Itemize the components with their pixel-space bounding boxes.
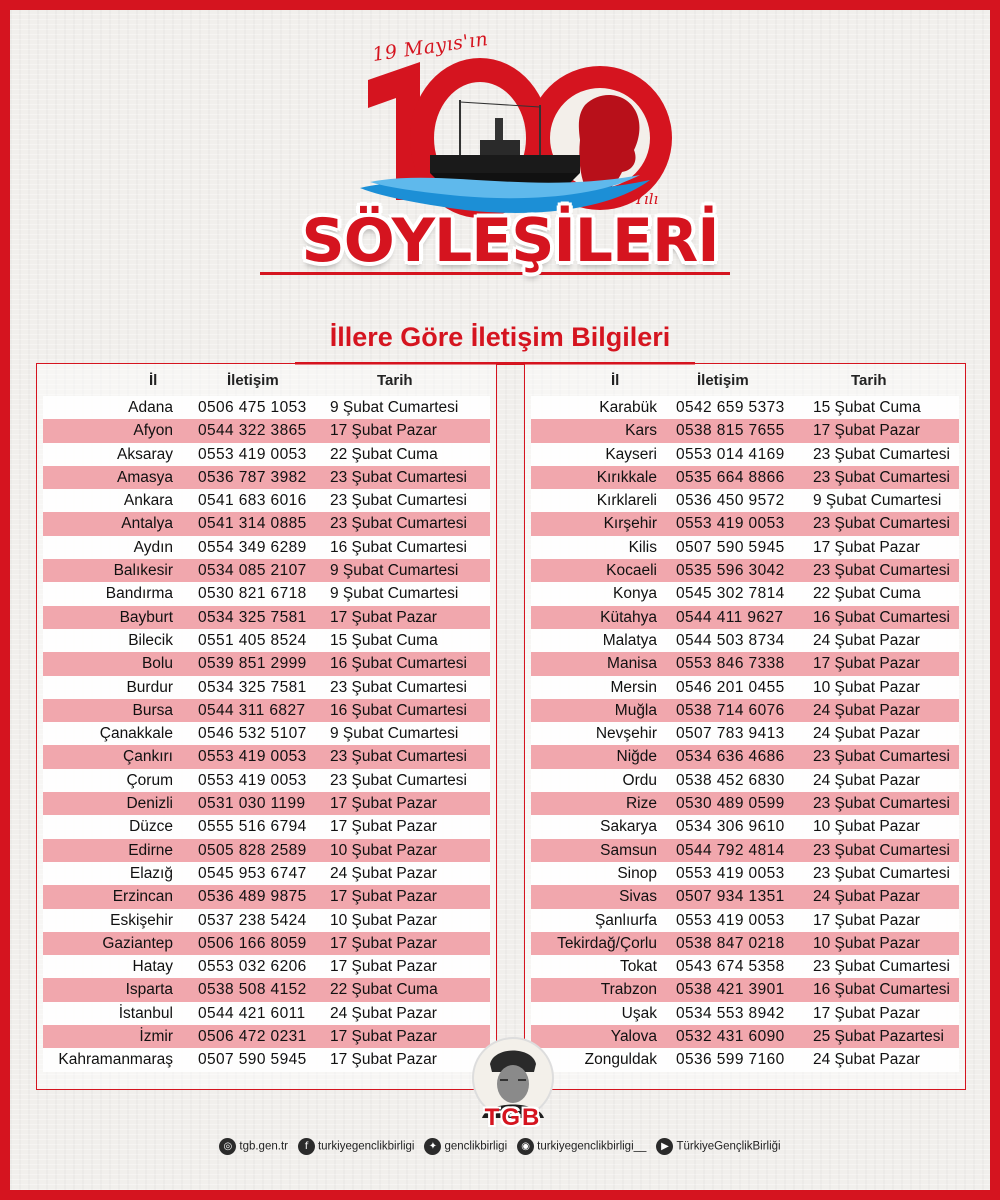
social-label: turkiyegenclikbirligi__ [537, 1140, 647, 1153]
phone-cell: 0537 238 5424 [198, 911, 307, 929]
table-row [43, 676, 490, 699]
date-cell: 22 Şubat Cuma [330, 445, 438, 463]
phone-cell: 0553 032 6206 [198, 958, 307, 976]
table-row [531, 932, 959, 955]
globe-icon: ◎ [219, 1138, 236, 1155]
phone-cell: 0507 590 5945 [676, 538, 785, 556]
table-row [531, 582, 959, 605]
city-cell: Sakarya [600, 818, 657, 836]
table-row [43, 629, 490, 652]
date-cell: 17 Şubat Pazar [330, 1051, 437, 1069]
social-label: turkiyegenclikbirligi [317, 1140, 415, 1153]
facebook-icon: f [298, 1138, 315, 1155]
table-row [531, 443, 959, 466]
event-logo [10, 10, 990, 310]
date-cell: 23 Şubat Cumartesi [813, 562, 950, 580]
city-cell: Aksaray [117, 445, 173, 463]
phone-cell: 0530 489 0599 [676, 795, 785, 813]
table-row [43, 815, 490, 838]
date-cell: 24 Şubat Pazar [813, 701, 920, 719]
city-cell: Denizli [126, 795, 173, 813]
city-cell: Samsun [600, 841, 657, 859]
phone-cell: 0553 419 0053 [676, 911, 785, 929]
phone-cell: 0538 714 6076 [676, 701, 785, 719]
header-il: İl [149, 372, 158, 389]
date-cell: 10 Şubat Pazar [813, 934, 920, 952]
date-cell: 15 Şubat Cuma [330, 631, 438, 649]
phone-cell: 0553 014 4169 [676, 445, 785, 463]
city-cell: Muğla [614, 701, 657, 719]
date-cell: 23 Şubat Cumartesi [813, 864, 950, 882]
table-row [43, 909, 490, 932]
city-cell: Gaziantep [102, 934, 173, 952]
date-cell: 17 Şubat Pazar [330, 934, 437, 952]
table-row [43, 512, 490, 535]
city-cell: Sivas [619, 888, 657, 906]
table-row [531, 629, 959, 652]
table-row [531, 419, 959, 442]
table-row [531, 699, 959, 722]
date-cell: 10 Şubat Pazar [330, 911, 437, 929]
phone-cell: 0541 683 6016 [198, 492, 307, 510]
date-cell: 9 Şubat Cumartesi [330, 725, 459, 743]
table-row [531, 676, 959, 699]
date-cell: 23 Şubat Cumartesi [813, 515, 950, 533]
phone-cell: 0507 783 9413 [676, 725, 785, 743]
social-link[interactable] [298, 1138, 415, 1155]
table-row [43, 1002, 490, 1025]
city-cell: Balıkesir [113, 562, 173, 580]
city-cell: Aydın [133, 538, 173, 556]
phone-cell: 0555 516 6794 [198, 818, 307, 836]
phone-cell: 0534 325 7581 [198, 678, 307, 696]
city-cell: Yalova [610, 1028, 657, 1046]
city-cell: Kahramanmaraş [58, 1051, 173, 1069]
poster [10, 10, 990, 1190]
table-row [531, 606, 959, 629]
date-cell: 17 Şubat Pazar [330, 795, 437, 813]
city-cell: Kırıkkale [596, 468, 657, 486]
date-cell: 24 Şubat Pazar [330, 864, 437, 882]
date-cell: 17 Şubat Pazar [813, 422, 920, 440]
date-cell: 23 Şubat Cumartesi [813, 748, 950, 766]
city-cell: Bursa [132, 701, 173, 719]
table-row [531, 722, 959, 745]
date-cell: 23 Şubat Cumartesi [813, 958, 950, 976]
phone-cell: 0544 792 4814 [676, 841, 785, 859]
phone-cell: 0535 664 8866 [676, 468, 785, 486]
phone-cell: 0534 306 9610 [676, 818, 785, 836]
table-row [43, 606, 490, 629]
date-cell: 16 Şubat Cumartesi [813, 981, 950, 999]
phone-cell: 0553 419 0053 [198, 748, 307, 766]
city-cell: Bandırma [105, 585, 173, 603]
city-cell: Afyon [133, 422, 173, 440]
social-link[interactable] [656, 1138, 780, 1155]
table-row [531, 489, 959, 512]
city-cell: Kırşehir [603, 515, 657, 533]
date-cell: 17 Şubat Pazar [813, 1004, 920, 1022]
date-cell: 23 Şubat Cumartesi [813, 445, 950, 463]
city-cell: İstanbul [118, 1004, 173, 1022]
table-row [531, 536, 959, 559]
social-link[interactable] [517, 1138, 646, 1155]
phone-cell: 0541 314 0885 [198, 515, 307, 533]
logo-title: SÖYLEŞİLERİ [301, 206, 719, 276]
city-cell: Tokat [619, 958, 657, 976]
date-cell: 16 Şubat Cumartesi [330, 538, 467, 556]
table-row [531, 885, 959, 908]
table-row [531, 559, 959, 582]
city-cell: Ordu [622, 771, 657, 789]
phone-cell: 0536 599 7160 [676, 1051, 785, 1069]
date-cell: 16 Şubat Cumartesi [330, 655, 467, 673]
phone-cell: 0507 590 5945 [198, 1051, 307, 1069]
emblem-text: TGB [484, 1104, 542, 1131]
city-cell: Şanlıurfa [594, 911, 657, 929]
city-cell: Sinop [617, 864, 657, 882]
table-row [43, 582, 490, 605]
date-cell: 22 Şubat Cuma [330, 981, 438, 999]
date-cell: 17 Şubat Pazar [330, 958, 437, 976]
city-cell: Konya [613, 585, 657, 603]
city-cell: Hatay [132, 958, 173, 976]
date-cell: 17 Şubat Pazar [330, 608, 437, 626]
date-cell: 9 Şubat Cumartesi [813, 492, 942, 510]
tgb-emblem [470, 1036, 556, 1132]
phone-cell: 0538 847 0218 [676, 934, 785, 952]
phone-cell: 0507 934 1351 [676, 888, 785, 906]
date-cell: 16 Şubat Cumartesi [813, 608, 950, 626]
city-cell: Kilis [628, 538, 657, 556]
phone-cell: 0538 452 6830 [676, 771, 785, 789]
date-cell: 9 Şubat Cumartesi [330, 562, 459, 580]
table-row [43, 862, 490, 885]
city-cell: Çanakkale [99, 725, 173, 743]
city-cell: Ankara [123, 492, 173, 510]
table-row [531, 1002, 959, 1025]
phone-cell: 0536 489 9875 [198, 888, 307, 906]
phone-cell: 0538 421 3901 [676, 981, 785, 999]
table-row [43, 1048, 490, 1071]
phone-cell: 0544 322 3865 [198, 422, 307, 440]
youtube-icon: ▶ [656, 1138, 673, 1155]
table-row [43, 559, 490, 582]
social-footer [10, 1138, 990, 1164]
social-label: TürkiyeGençlikBirliği [676, 1140, 781, 1153]
date-cell: 17 Şubat Pazar [813, 538, 920, 556]
date-cell: 24 Şubat Pazar [813, 771, 920, 789]
table-row [531, 1025, 959, 1048]
city-cell: Malatya [602, 631, 657, 649]
city-cell: Mersin [610, 678, 657, 696]
city-cell: Trabzon [600, 981, 657, 999]
city-cell: Tekirdağ/Çorlu [557, 934, 657, 952]
table-row [531, 745, 959, 768]
phone-cell: 0536 787 3982 [198, 468, 307, 486]
page-subtitle: İllere Göre İletişim Bilgileri [329, 322, 671, 352]
city-cell: Çorum [126, 771, 173, 789]
city-cell: Kırklareli [596, 492, 657, 510]
table-row [531, 769, 959, 792]
phone-cell: 0535 596 3042 [676, 562, 785, 580]
phone-cell: 0546 532 5107 [198, 725, 307, 743]
city-cell: Bolu [141, 655, 173, 673]
city-cell: Kayseri [605, 445, 657, 463]
table-row [43, 466, 490, 489]
table-row [531, 839, 959, 862]
city-cell: Zonguldak [584, 1051, 657, 1069]
city-cell: Adana [128, 399, 173, 416]
date-cell: 23 Şubat Cumartesi [330, 468, 467, 486]
table-row [43, 419, 490, 442]
phone-cell: 0506 475 1053 [198, 399, 307, 416]
table-row [43, 536, 490, 559]
table-row [43, 652, 490, 675]
date-cell: 15 Şubat Cuma [813, 399, 921, 416]
date-cell: 17 Şubat Pazar [813, 911, 920, 929]
phone-cell: 0545 953 6747 [198, 864, 307, 882]
date-cell: 23 Şubat Cumartesi [330, 771, 467, 789]
date-cell: 10 Şubat Pazar [813, 678, 920, 696]
logo-script-top: 19 Mayıs'ın [371, 27, 490, 67]
phone-cell: 0534 325 7581 [198, 608, 307, 626]
date-cell: 16 Şubat Cumartesi [330, 701, 467, 719]
city-cell: Niğde [616, 748, 657, 766]
date-cell: 23 Şubat Cumartesi [813, 841, 950, 859]
phone-cell: 0531 030 1199 [198, 795, 306, 813]
city-cell: Nevşehir [595, 725, 657, 743]
phone-cell: 0553 419 0053 [676, 515, 785, 533]
date-cell: 22 Şubat Cuma [813, 585, 921, 603]
city-cell: Bilecik [128, 631, 173, 649]
date-cell: 24 Şubat Pazar [330, 1004, 437, 1022]
phone-cell: 0539 851 2999 [198, 655, 307, 673]
city-cell: Burdur [126, 678, 173, 696]
phone-cell: 0545 302 7814 [676, 585, 785, 603]
table-header [37, 364, 496, 396]
date-cell: 23 Şubat Cumartesi [330, 748, 467, 766]
city-cell: İzmir [139, 1028, 173, 1046]
table-body [43, 396, 490, 1072]
table-row [531, 862, 959, 885]
table-header [525, 364, 965, 396]
date-cell: 17 Şubat Pazar [330, 1028, 437, 1046]
phone-cell: 0506 472 0231 [198, 1028, 307, 1046]
header-tarih: Tarih [851, 372, 887, 389]
city-cell: Uşak [621, 1004, 657, 1022]
phone-cell: 0534 636 4686 [676, 748, 785, 766]
phone-cell: 0538 815 7655 [676, 422, 785, 440]
table-body [531, 396, 959, 1072]
date-cell: 10 Şubat Pazar [330, 841, 437, 859]
table-row [531, 955, 959, 978]
city-cell: Kocaeli [606, 562, 657, 580]
logo-script-bottom: Yılı [634, 190, 659, 208]
table-row [531, 978, 959, 1001]
phone-cell: 0544 421 6011 [198, 1004, 306, 1022]
phone-cell: 0553 846 7338 [676, 655, 785, 673]
date-cell: 23 Şubat Cumartesi [813, 795, 950, 813]
date-cell: 24 Şubat Pazar [813, 631, 920, 649]
phone-cell: 0534 553 8942 [676, 1004, 785, 1022]
city-cell: Kütahya [600, 608, 657, 626]
city-cell: Karabük [599, 399, 657, 416]
city-cell: Erzincan [112, 888, 173, 906]
table-row [43, 955, 490, 978]
city-cell: Kars [625, 422, 657, 440]
date-cell: 17 Şubat Pazar [330, 422, 437, 440]
date-cell: 24 Şubat Pazar [813, 888, 920, 906]
table-row [43, 489, 490, 512]
table-row [43, 443, 490, 466]
date-cell: 17 Şubat Pazar [330, 888, 437, 906]
phone-cell: 0554 349 6289 [198, 538, 307, 556]
table-row [43, 932, 490, 955]
table-row [43, 396, 490, 419]
date-cell: 10 Şubat Pazar [813, 818, 920, 836]
contact-table-left [36, 363, 497, 1090]
date-cell: 9 Şubat Cumartesi [330, 585, 459, 603]
contact-table-right [524, 363, 966, 1090]
phone-cell: 0544 311 6827 [198, 701, 306, 719]
city-cell: Düzce [129, 818, 173, 836]
phone-cell: 0544 411 9627 [676, 608, 784, 626]
table-row [43, 745, 490, 768]
twitter-icon: ✦ [424, 1138, 441, 1155]
table-row [531, 909, 959, 932]
city-cell: Eskişehir [110, 911, 173, 929]
social-label: tgb.gen.tr [239, 1140, 288, 1153]
date-cell: 24 Şubat Pazar [813, 725, 920, 743]
header-iletisim: İletişim [227, 372, 279, 389]
date-cell: 25 Şubat Pazartesi [813, 1028, 944, 1046]
date-cell: 23 Şubat Cumartesi [330, 492, 467, 510]
table-row [531, 512, 959, 535]
date-cell: 9 Şubat Cumartesi [330, 399, 459, 416]
city-cell: Çankırı [123, 748, 173, 766]
table-row [43, 792, 490, 815]
date-cell: 23 Şubat Cumartesi [330, 515, 467, 533]
phone-cell: 0530 821 6718 [198, 585, 307, 603]
table-row [43, 699, 490, 722]
table-row [531, 1048, 959, 1071]
phone-cell: 0532 431 6090 [676, 1028, 785, 1046]
phone-cell: 0551 405 8524 [198, 631, 307, 649]
phone-cell: 0553 419 0053 [676, 864, 785, 882]
table-row [531, 815, 959, 838]
date-cell: 17 Şubat Pazar [813, 655, 920, 673]
phone-cell: 0543 674 5358 [676, 958, 785, 976]
table-row [43, 769, 490, 792]
header-il: İl [611, 372, 620, 389]
table-row [43, 1025, 490, 1048]
city-cell: Isparta [125, 981, 173, 999]
social-link[interactable] [424, 1138, 507, 1155]
phone-cell: 0542 659 5373 [676, 399, 785, 416]
phone-cell: 0546 201 0455 [676, 678, 785, 696]
social-link[interactable] [219, 1138, 288, 1155]
city-cell: Edirne [128, 841, 173, 859]
phone-cell: 0505 828 2589 [198, 841, 307, 859]
date-cell: 17 Şubat Pazar [330, 818, 437, 836]
phone-cell: 0534 085 2107 [198, 562, 307, 580]
city-cell: Antalya [121, 515, 173, 533]
city-cell: Manisa [607, 655, 657, 673]
date-cell: 24 Şubat Pazar [813, 1051, 920, 1069]
phone-cell: 0538 508 4152 [198, 981, 307, 999]
table-row [43, 978, 490, 1001]
table-row [43, 885, 490, 908]
table-row [531, 652, 959, 675]
city-cell: Rize [625, 795, 657, 813]
phone-cell: 0553 419 0053 [198, 445, 307, 463]
table-row [531, 792, 959, 815]
table-row [43, 839, 490, 862]
city-cell: Elazığ [129, 864, 173, 882]
phone-cell: 0506 166 8059 [198, 934, 307, 952]
date-cell: 23 Şubat Cumartesi [330, 678, 467, 696]
instagram-icon: ◉ [517, 1138, 534, 1155]
phone-cell: 0553 419 0053 [198, 771, 307, 789]
table-row [531, 396, 959, 419]
city-cell: Amasya [117, 468, 173, 486]
table-row [43, 722, 490, 745]
phone-cell: 0544 503 8734 [676, 631, 785, 649]
phone-cell: 0536 450 9572 [676, 492, 785, 510]
social-label: genclikbirligi [444, 1140, 508, 1153]
table-row [531, 466, 959, 489]
date-cell: 23 Şubat Cumartesi [813, 468, 950, 486]
header-tarih: Tarih [377, 372, 413, 389]
city-cell: Bayburt [119, 608, 173, 626]
header-iletisim: İletişim [697, 372, 749, 389]
